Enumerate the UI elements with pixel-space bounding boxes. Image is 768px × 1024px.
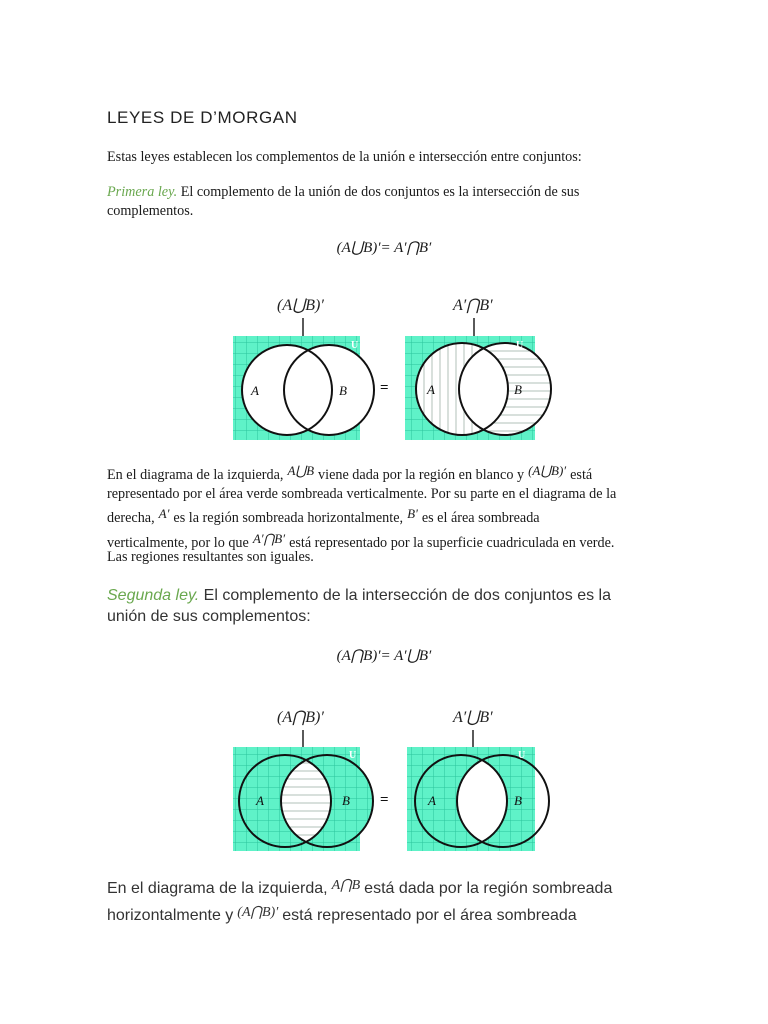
math-intersection-primes: A′⋂B′ <box>252 531 286 546</box>
para1-line4: verticalmente, por lo que A′⋂B′ está representado por la superficie cuadriculada en verde. <box>107 531 615 551</box>
page-title: LEYES DE D’MORGAN <box>107 108 298 127</box>
set-b-label: B <box>339 383 347 398</box>
math-b-prime: B' <box>407 506 418 521</box>
universe-label: U <box>349 750 357 761</box>
set-b-label: B <box>342 793 350 808</box>
set-b-label: B <box>514 793 522 808</box>
set-b-label: B <box>514 382 522 397</box>
law2-left-venn <box>233 747 373 851</box>
set-a-label: A <box>427 382 435 397</box>
universe-label: U <box>518 750 526 761</box>
universe-label: U <box>351 340 359 351</box>
law1-right-caption: A′⋂B′ <box>453 297 493 314</box>
para1-line2: representado por el área verde sombreada verticalmente. Por su parte en el diagrama de la <box>107 486 617 502</box>
math-a-prime: A' <box>158 506 170 521</box>
math-a-union-b: A⋃B <box>287 463 315 478</box>
para1-line1: En el diagrama de la izquierda, A⋃B viene dada por la región en blanco y (A⋃B)′ está <box>107 463 593 483</box>
law1-formula: (A⋃B)′= A′⋂B′ <box>336 240 432 256</box>
universe-label: U <box>516 340 524 351</box>
math-a-intersect-b: A⋂B <box>331 878 361 893</box>
para1-line5: Las regiones resultantes son iguales. <box>107 549 314 565</box>
math-intersection-complement: (A⋂B)′ <box>237 905 279 920</box>
law2-left-caption: (A⋂B)′ <box>277 709 324 726</box>
law2-label: Segunda ley. <box>107 587 200 604</box>
intro-text: Estas leyes establecen los complementos de la unión e intersección entre conjuntos: <box>107 149 582 165</box>
law1-text-line2: complementos. <box>107 203 194 219</box>
law2-text-line2: unión de sus complementos: <box>107 608 311 625</box>
law1-paragraph <box>107 183 667 221</box>
law1-venn-diagrams <box>225 288 555 444</box>
law1-text-line1: El complemento de la unión de dos conjuntos es la intersección de sus <box>177 184 580 200</box>
para2-line2: horizontalmente y (A⋂B)′ está representado por el área sombreada <box>107 905 577 924</box>
law1-right-venn <box>405 336 551 440</box>
law1-left-venn <box>233 336 374 440</box>
law1-label: Primera ley. <box>107 184 178 200</box>
law2-right-caption: A′⋃B′ <box>453 709 493 726</box>
law2-venn-diagrams <box>225 700 555 856</box>
set-a-label: A <box>256 793 264 808</box>
equals-sign: = <box>380 792 389 808</box>
law2-right-venn <box>407 747 549 851</box>
para2-line1: En el diagrama de la izquierda, A⋂B está dada por la región sombreada <box>107 878 613 897</box>
set-a-label: A <box>428 793 436 808</box>
law2-formula: (A⋂B)′= A′⋃B′ <box>336 648 432 664</box>
math-union-complement: (A⋃B)′ <box>528 463 567 478</box>
law2-text-line1: El complemento de la intersección de dos conjuntos es la <box>199 587 612 604</box>
equals-sign: = <box>380 380 389 396</box>
set-a-label: A <box>251 383 259 398</box>
para1-line3: derecha, A' es la región sombreada horizontalmente, B' es el área sombreada <box>107 506 540 526</box>
law1-left-caption: (A⋃B)′ <box>277 297 324 314</box>
law2-paragraph <box>107 585 667 627</box>
